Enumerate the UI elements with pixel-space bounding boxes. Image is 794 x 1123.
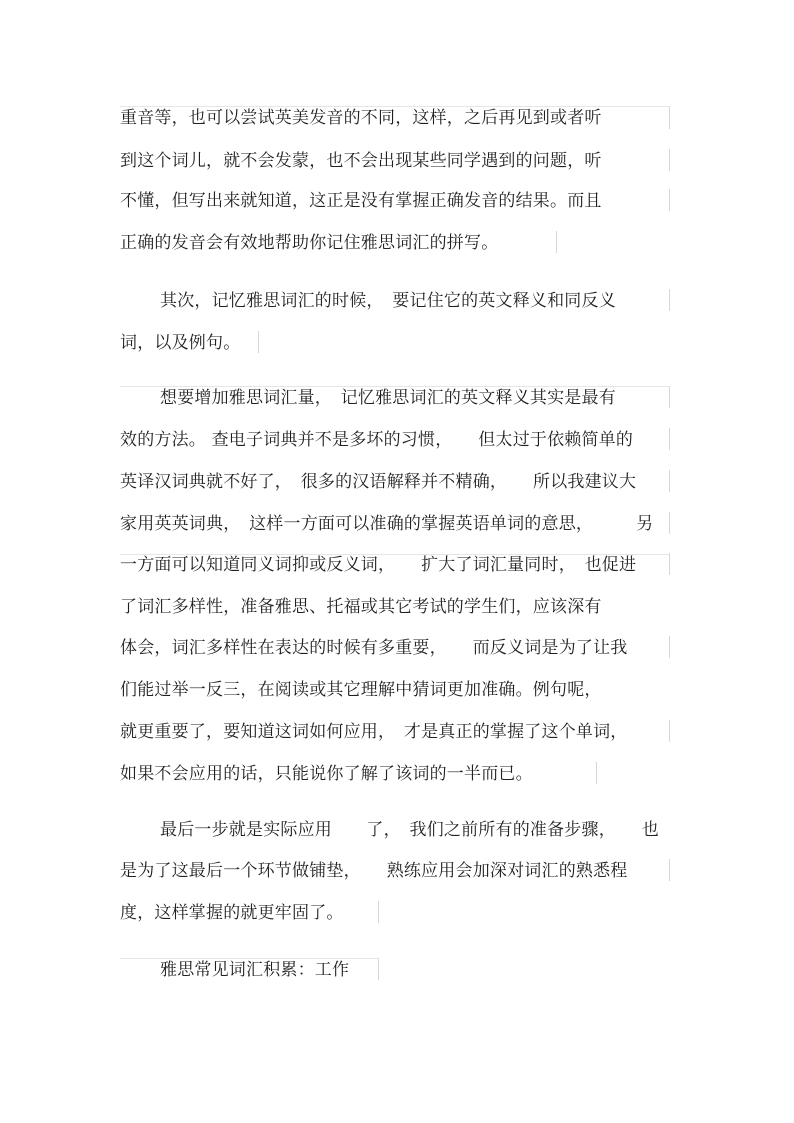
line-box-top	[120, 386, 670, 387]
paragraph-3-line-10: 如果不会应用的话，只能说你了解了该词的一半而已。	[120, 764, 533, 784]
line-box-edge	[669, 553, 670, 575]
paragraph-1-line-1: 重音等，也可以尝试英美发音的不同，这样，之后再见到或者听	[120, 108, 602, 128]
line-box-edge	[669, 859, 670, 881]
paragraph-3-line-9: 就更重要了，要知道这词如何应用， 才是真正的掌握了这个单词，	[120, 722, 628, 742]
line-box-top	[120, 106, 670, 107]
paragraph-3-line-2: 效的方法。 查电子词典并不是多坏的习惯， 但太过于依赖简单的	[120, 430, 634, 450]
paragraph-1-line-3: 不懂，但写出来就知道，这正是没有掌握正确发音的结果。而且	[120, 191, 602, 211]
line-box-edge	[378, 901, 379, 923]
line-box-edge	[669, 149, 670, 171]
line-box-edge	[669, 386, 670, 408]
paragraph-4-line-3: 度，这样掌握的就更牢固了。	[120, 903, 344, 923]
line-box-edge	[669, 470, 670, 492]
line-box-edge	[669, 636, 670, 658]
paragraph-2-line-1: 其次，记忆雅思词汇的时候， 要记住它的英文释义和同反义	[160, 291, 616, 311]
line-box-top	[120, 958, 378, 959]
paragraph-3-line-6: 了词汇多样性，准备雅思、托福或其它考试的学生们，应该深有	[120, 597, 602, 617]
line-box-top	[120, 554, 670, 555]
line-box-edge	[669, 512, 670, 534]
line-box-edge	[669, 289, 670, 311]
paragraph-1-line-2: 到这个词儿，就不会发蒙，也不会出现某些同学遇到的问题，听	[120, 151, 602, 171]
paragraph-3-line-3: 英译汉词典就不好了， 很多的汉语解释并不精确， 所以我建议大	[120, 472, 637, 492]
line-box-edge	[258, 331, 259, 353]
line-box-edge	[556, 231, 557, 253]
line-box-edge	[669, 189, 670, 211]
paragraph-3-line-5: 一方面可以知道同义词抑或反义词， 扩大了词汇量同时， 也促进	[120, 555, 637, 575]
line-box-edge	[669, 720, 670, 742]
paragraph-1-line-4: 正确的发音会有效地帮助你记住雅思词汇的拼写。	[120, 233, 499, 253]
line-box-edge	[669, 428, 670, 450]
paragraph-3-line-1: 想要增加雅思词汇量， 记忆雅思词汇的英文释义其实是最有	[160, 388, 616, 408]
line-box-edge	[669, 107, 670, 129]
paragraph-3-line-4: 家用英英词典， 这样一方面可以准确的掌握英语单词的意思， 另	[120, 514, 654, 534]
line-box-edge	[596, 762, 597, 784]
paragraph-3-line-8: 们能过举一反三，在阅读或其它理解中猜词更加准确。例句呢，	[120, 680, 602, 700]
line-box-edge	[378, 958, 379, 980]
paragraph-2-line-2: 词，以及例句。	[120, 333, 241, 353]
paragraph-4-line-2: 是为了这最后一个环节做铺垫， 熟练应用会加深对词汇的熟悉程	[120, 861, 628, 881]
paragraph-3-line-7: 体会，词汇多样性在表达的时候有多重要， 而反义词是为了让我	[120, 638, 628, 658]
paragraph-4-line-1: 最后一步就是实际应用 了， 我们之前所有的准备步骤， 也	[160, 820, 659, 840]
section-heading: 雅思常见词汇积累：工作	[160, 960, 350, 980]
